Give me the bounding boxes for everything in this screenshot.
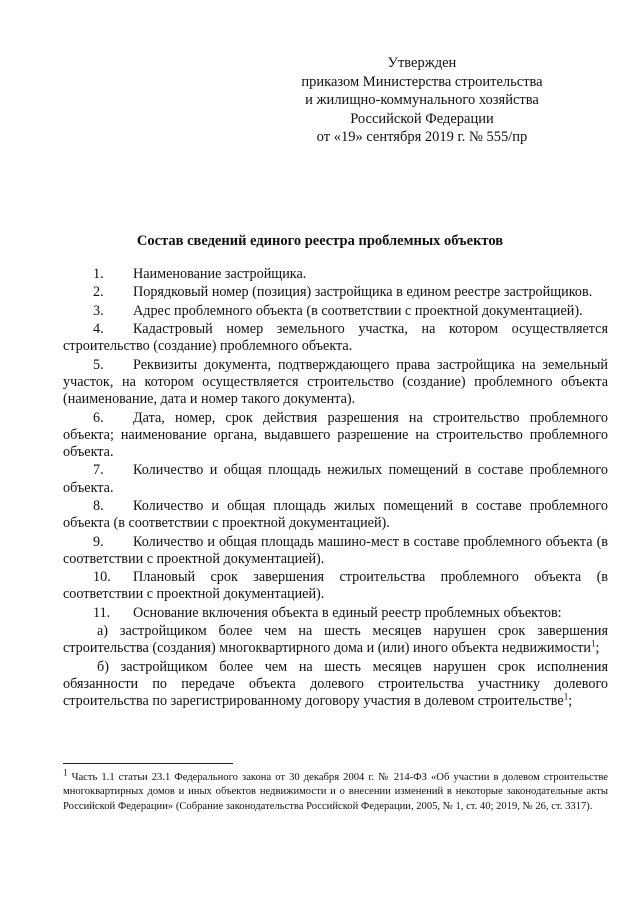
list-item [63,534,608,568]
list-item [63,605,608,622]
footnote-mark: 1 [63,767,68,778]
item-number: 1. [93,266,104,282]
list-item [63,303,608,320]
item-number: 6. [93,409,104,426]
approval-line: приказом Министерства строительства [301,73,543,90]
item-text: Плановый срок завершения строительства проблемного объекта (в соответствии с проектной документацией). [63,569,608,603]
item-text: Количество и общая площадь машино-мест в составе проблемного объекта (в соответствии с проектной документацией). [63,533,608,567]
list-item [63,321,608,355]
approval-line: от «19» сентября 2019 г. № 555/пр [316,129,528,145]
list-item [63,410,608,462]
document-body [63,266,608,712]
list-item [63,498,608,532]
item-number: 7. [93,462,104,479]
list-item [63,569,608,603]
list-item [63,357,608,409]
footnote [63,767,608,814]
footnote-ref: 1 [591,638,596,649]
item-text: Наименование застройщика. [133,266,307,282]
list-item [63,284,608,301]
item-text: Порядковый номер (позиция) застройщика в едином реестре застройщиков. [133,284,593,301]
item-number: 10. [93,569,111,586]
list-item [63,266,608,283]
item-text: Адрес проблемного объекта (в соответствии с проектной документацией). [133,302,583,319]
subitem-a [63,623,608,657]
approval-stamp [272,54,572,147]
item-text: Количество и общая площадь нежилых помещений в составе проблемного объекта. [63,462,608,496]
item-text: Кадастровый номер земельного участка, на котором осуществляется строительство (создание) проблемного объекта. [63,321,608,355]
item-number: 2. [93,284,104,301]
item-text: Реквизиты документа, подтверждающего права застройщика на земельный участок, на котором осуществляется строительство (создание) проблемного объекта (наименование, дата и номер такого документа). [63,356,608,408]
footnote-divider [63,763,233,764]
approval-line: Российской Федерации [350,110,494,127]
list-item [63,462,608,496]
approval-line: и жилищно-коммунального хозяйства [305,92,539,108]
subitem-text: б) застройщиком более чем на шесть месяцев нарушен срок исполнения обязанности по передаче объекта долевого строительства участнику долевого строительства по зарегистрированному договору участия в долевом строительстве [63,658,608,710]
subitem-end: ; [568,693,573,710]
item-text: Основание включения объекта в единый реестр проблемных объектов: [133,604,562,621]
footnote-text: Часть 1.1 статьи 23.1 Федерального закона от 30 декабря 2004 г. № 214-ФЗ «Об участии в долевом строительстве многоквартирных домов и иных объектов недвижимости и о внесении изменений в некоторые законодательные акты Российской Федерации» (Собрание законодательства Российской Федерации, 2005, № 1, ст. 40; 2019, № 26, ст. 3317). [63,772,608,812]
item-number: 11. [93,604,111,621]
subitem-end: ; [595,640,600,657]
item-number: 9. [93,533,104,550]
item-number: 5. [93,356,104,373]
subitem-b [63,659,608,711]
item-text: Дата, номер, срок действия разрешения на строительство проблемного объекта; наименование органа, выдавшего разрешение на строительство проблемного объекта. [63,409,608,460]
item-number: 8. [93,497,104,514]
approval-line: Утвержден [387,55,457,71]
document-title: Состав сведений единого реестра проблемных объектов [136,233,504,249]
subitem-text: а) застройщиком более чем на шесть месяцев нарушен срок завершения строительства (создания) многоквартирного дома и (или) иного объекта недвижимости [63,623,608,657]
item-number: 4. [93,321,104,338]
item-text: Количество и общая площадь жилых помещений в составе проблемного объекта (в соответствии с проектной документацией). [63,497,608,532]
footnote-ref: 1 [563,691,569,702]
item-number: 3. [93,302,104,319]
